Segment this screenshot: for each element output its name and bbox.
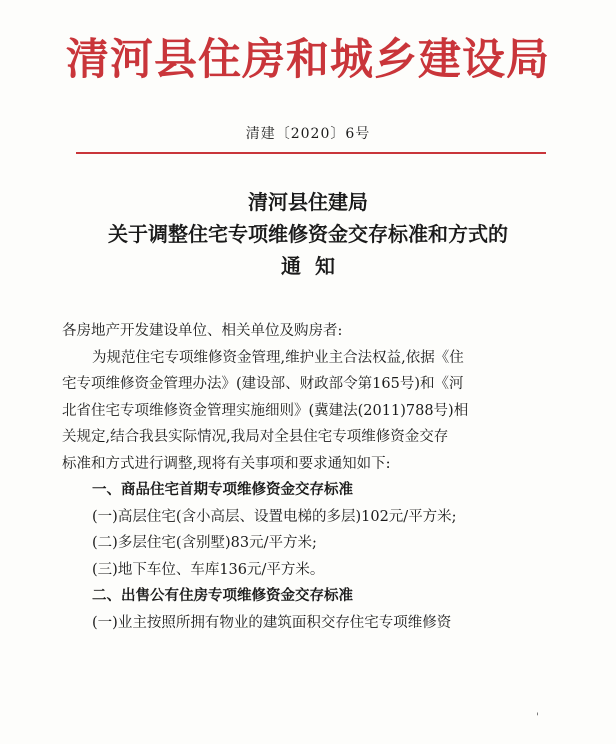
section-1-item: (二)多层住宅(含别墅)83元/平方米;	[92, 535, 317, 551]
salutation: 各房地产开发建设单位、相关单位及购房者:	[62, 323, 343, 339]
notice-title	[0, 186, 616, 282]
paragraph-line: 标准和方式进行调整,现将有关事项和要求通知如下:	[62, 455, 391, 472]
title-line-1: 清河县住建局	[248, 190, 368, 214]
section-1-item: (三)地下车位、车库136元/平方米。	[92, 561, 325, 578]
document-number: 清建〔2020〕6号	[245, 126, 371, 142]
paragraph-line: 宅专项维修资金管理办法》(建设部、财政部令第165号)和《河	[62, 376, 464, 392]
red-divider-line	[76, 152, 546, 154]
section-2-heading: 二、出售公有住房专项维修资金交存标准	[92, 588, 353, 604]
title-line-3: 通 知	[281, 254, 335, 278]
section-1-item: (一)高层住宅(含小高层、设置电梯的多层)102元/平方米;	[92, 508, 457, 525]
paragraph-line: 为规范住宅专项维修资金管理,维护业主合法权益,依据《住	[92, 349, 464, 366]
section-1-heading: 一、商品住宅首期专项维修资金交存标准	[92, 482, 353, 498]
section-2-item: (一)业主按照所拥有物业的建筑面积交存住宅专项维修资	[92, 614, 452, 631]
paragraph-line: 关规定,结合我县实际情况,我局对全县住宅专项维修资金交存	[62, 429, 449, 445]
notice-body	[62, 318, 558, 636]
title-line-2: 关于调整住宅专项维修资金交存标准和方式的	[108, 222, 508, 246]
issuing-authority-header: 清河县住房和城乡建设局	[66, 35, 550, 85]
page-mark: '	[536, 712, 539, 723]
paragraph-line: 北省住宅专项维修资金管理实施细则》(冀建法(2011)788号)相	[62, 402, 469, 419]
